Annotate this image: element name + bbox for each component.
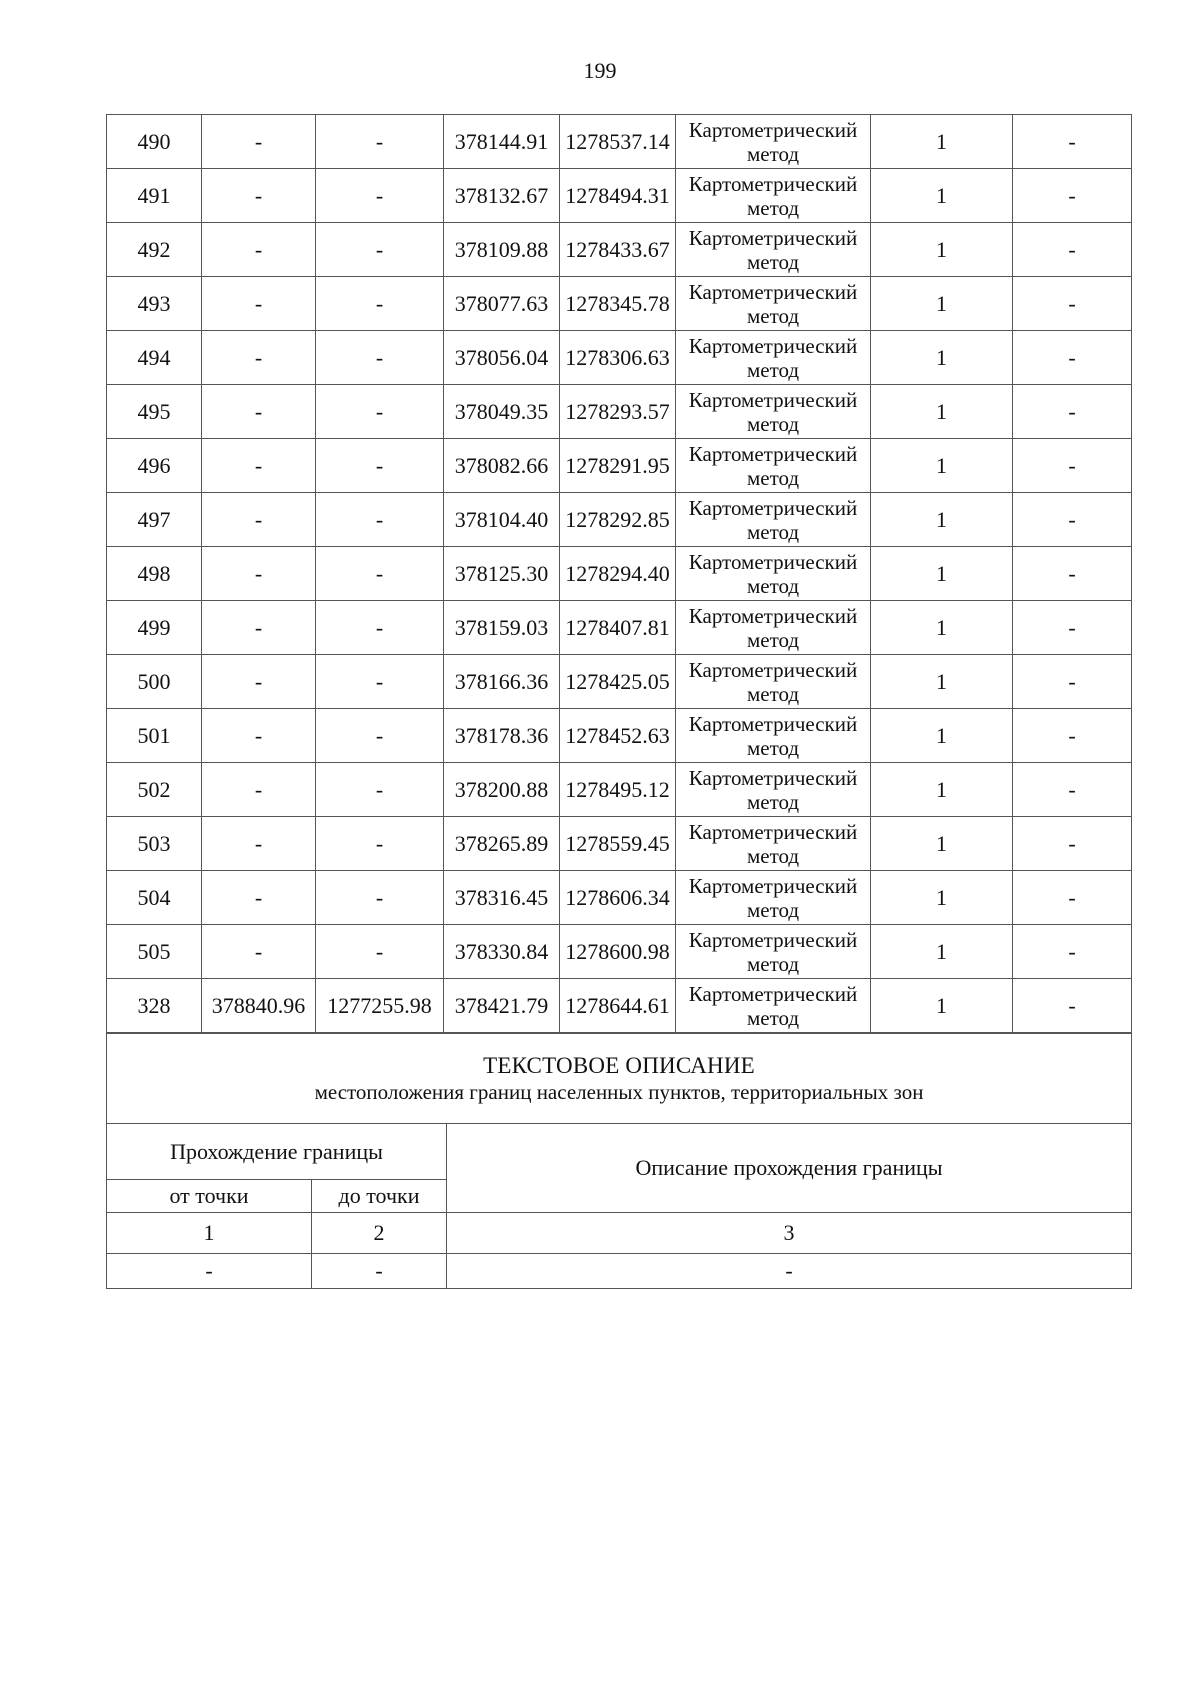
cell-note: - xyxy=(1013,871,1132,925)
cell-point: 492 xyxy=(107,223,202,277)
cell-y1: - xyxy=(316,169,444,223)
cell-note: - xyxy=(1013,709,1132,763)
cell-y1: - xyxy=(316,385,444,439)
cell-method: Картометрический метод xyxy=(676,601,871,655)
cell-y2: 1278294.40 xyxy=(560,547,676,601)
boundary-description-table xyxy=(106,1033,1132,1289)
cell-method: Картометрический метод xyxy=(676,493,871,547)
cell-accuracy: 1 xyxy=(871,169,1013,223)
table-row xyxy=(107,979,1132,1033)
table-row xyxy=(107,493,1132,547)
cell-x1: - xyxy=(202,709,316,763)
cell-y1: - xyxy=(316,331,444,385)
cell-y2: 1278600.98 xyxy=(560,925,676,979)
cell-point: 499 xyxy=(107,601,202,655)
cell-y1: - xyxy=(316,601,444,655)
cell-x1: 378840.96 xyxy=(202,979,316,1033)
cell-y1: - xyxy=(316,763,444,817)
cell-point: 503 xyxy=(107,817,202,871)
description-data-row xyxy=(107,1254,1132,1289)
cell-point: 504 xyxy=(107,871,202,925)
table-row xyxy=(107,601,1132,655)
cell-method: Картометрический метод xyxy=(676,277,871,331)
column-number-2: 2 xyxy=(312,1213,447,1254)
cell-x2: 378056.04 xyxy=(444,331,560,385)
cell-point: 493 xyxy=(107,277,202,331)
table-row xyxy=(107,277,1132,331)
cell-method: Картометрический метод xyxy=(676,169,871,223)
cell-x1: - xyxy=(202,169,316,223)
cell-y1: - xyxy=(316,925,444,979)
column-number-3: 3 xyxy=(447,1213,1132,1254)
cell-x1: - xyxy=(202,493,316,547)
cell-method: Картометрический метод xyxy=(676,871,871,925)
cell-x1: - xyxy=(202,277,316,331)
cell-note: - xyxy=(1013,601,1132,655)
header-passage: Прохождение границы xyxy=(107,1124,447,1180)
table-row xyxy=(107,385,1132,439)
table-row xyxy=(107,223,1132,277)
cell-method: Картометрический метод xyxy=(676,385,871,439)
cell-accuracy: 1 xyxy=(871,277,1013,331)
cell-x1: - xyxy=(202,655,316,709)
cell-point: 498 xyxy=(107,547,202,601)
cell-y2: 1278495.12 xyxy=(560,763,676,817)
cell-point: 500 xyxy=(107,655,202,709)
cell-y1: - xyxy=(316,871,444,925)
cell-method: Картометрический метод xyxy=(676,547,871,601)
cell-accuracy: 1 xyxy=(871,655,1013,709)
cell-point: 502 xyxy=(107,763,202,817)
cell-accuracy: 1 xyxy=(871,223,1013,277)
cell-accuracy: 1 xyxy=(871,115,1013,169)
cell-x2: 378166.36 xyxy=(444,655,560,709)
cell-x2: 378265.89 xyxy=(444,817,560,871)
cell-x2: 378178.36 xyxy=(444,709,560,763)
cell-x1: - xyxy=(202,601,316,655)
cell-y2: 1278407.81 xyxy=(560,601,676,655)
cell-note: - xyxy=(1013,169,1132,223)
cell-description: - xyxy=(447,1254,1132,1289)
cell-accuracy: 1 xyxy=(871,763,1013,817)
cell-y2: 1278345.78 xyxy=(560,277,676,331)
cell-method: Картометрический метод xyxy=(676,223,871,277)
cell-note: - xyxy=(1013,547,1132,601)
cell-x2: 378316.45 xyxy=(444,871,560,925)
cell-x2: 378109.88 xyxy=(444,223,560,277)
cell-y2: 1278293.57 xyxy=(560,385,676,439)
table-row xyxy=(107,709,1132,763)
cell-note: - xyxy=(1013,493,1132,547)
table-row xyxy=(107,871,1132,925)
cell-accuracy: 1 xyxy=(871,601,1013,655)
header-from-point: от точки xyxy=(107,1180,312,1213)
header-to-point: до точки xyxy=(312,1180,447,1213)
cell-accuracy: 1 xyxy=(871,871,1013,925)
table-row xyxy=(107,115,1132,169)
cell-x1: - xyxy=(202,763,316,817)
cell-note: - xyxy=(1013,223,1132,277)
cell-y2: 1278644.61 xyxy=(560,979,676,1033)
table-row xyxy=(107,817,1132,871)
table-row xyxy=(107,331,1132,385)
cell-x2: 378125.30 xyxy=(444,547,560,601)
cell-note: - xyxy=(1013,115,1132,169)
cell-note: - xyxy=(1013,385,1132,439)
cell-x2: 378082.66 xyxy=(444,439,560,493)
cell-method: Картометрический метод xyxy=(676,331,871,385)
cell-point: 497 xyxy=(107,493,202,547)
cell-y2: 1278452.63 xyxy=(560,709,676,763)
cell-point: 495 xyxy=(107,385,202,439)
table-row xyxy=(107,925,1132,979)
cell-x2: 378144.91 xyxy=(444,115,560,169)
cell-y1: - xyxy=(316,223,444,277)
cell-x1: - xyxy=(202,439,316,493)
cell-accuracy: 1 xyxy=(871,817,1013,871)
cell-note: - xyxy=(1013,439,1132,493)
cell-accuracy: 1 xyxy=(871,439,1013,493)
table-row xyxy=(107,439,1132,493)
cell-x1: - xyxy=(202,547,316,601)
cell-y1: - xyxy=(316,493,444,547)
cell-x1: - xyxy=(202,223,316,277)
cell-x1: - xyxy=(202,331,316,385)
cell-accuracy: 1 xyxy=(871,709,1013,763)
cell-x2: 378200.88 xyxy=(444,763,560,817)
cell-y1: - xyxy=(316,817,444,871)
cell-point: 494 xyxy=(107,331,202,385)
cell-accuracy: 1 xyxy=(871,547,1013,601)
cell-x1: - xyxy=(202,115,316,169)
description-subtitle: местоположения границ населенных пунктов, территориальных зон xyxy=(314,1079,924,1104)
cell-accuracy: 1 xyxy=(871,331,1013,385)
cell-method: Картометрический метод xyxy=(676,655,871,709)
cell-method: Картометрический метод xyxy=(676,439,871,493)
cell-y2: 1278494.31 xyxy=(560,169,676,223)
cell-y1: - xyxy=(316,115,444,169)
cell-y2: 1278537.14 xyxy=(560,115,676,169)
cell-y2: 1278433.67 xyxy=(560,223,676,277)
cell-to: - xyxy=(312,1254,447,1289)
cell-x2: 378421.79 xyxy=(444,979,560,1033)
cell-note: - xyxy=(1013,655,1132,709)
cell-point: 328 xyxy=(107,979,202,1033)
table-row xyxy=(107,763,1132,817)
cell-x2: 378159.03 xyxy=(444,601,560,655)
cell-note: - xyxy=(1013,331,1132,385)
cell-accuracy: 1 xyxy=(871,979,1013,1033)
cell-x2: 378330.84 xyxy=(444,925,560,979)
cell-y2: 1278425.05 xyxy=(560,655,676,709)
cell-note: - xyxy=(1013,763,1132,817)
cell-y1: - xyxy=(316,655,444,709)
cell-y2: 1278291.95 xyxy=(560,439,676,493)
cell-y2: 1278292.85 xyxy=(560,493,676,547)
cell-accuracy: 1 xyxy=(871,385,1013,439)
description-title: ТЕКСТОВОЕ ОПИСАНИЕ xyxy=(483,1052,755,1078)
cell-x1: - xyxy=(202,385,316,439)
cell-x2: 378077.63 xyxy=(444,277,560,331)
table-row xyxy=(107,169,1132,223)
header-description: Описание прохождения границы xyxy=(447,1124,1132,1213)
column-number-row xyxy=(107,1213,1132,1254)
cell-point: 491 xyxy=(107,169,202,223)
cell-y1: 1277255.98 xyxy=(316,979,444,1033)
cell-x2: 378132.67 xyxy=(444,169,560,223)
cell-point: 496 xyxy=(107,439,202,493)
cell-y1: - xyxy=(316,547,444,601)
cell-point: 490 xyxy=(107,115,202,169)
table-row xyxy=(107,547,1132,601)
cell-y2: 1278606.34 xyxy=(560,871,676,925)
cell-note: - xyxy=(1013,817,1132,871)
cell-accuracy: 1 xyxy=(871,925,1013,979)
table-row xyxy=(107,655,1132,709)
cell-point: 505 xyxy=(107,925,202,979)
cell-method: Картометрический метод xyxy=(676,763,871,817)
cell-y1: - xyxy=(316,439,444,493)
cell-x2: 378104.40 xyxy=(444,493,560,547)
cell-method: Картометрический метод xyxy=(676,979,871,1033)
cell-point: 501 xyxy=(107,709,202,763)
cell-x1: - xyxy=(202,925,316,979)
cell-accuracy: 1 xyxy=(871,493,1013,547)
cell-note: - xyxy=(1013,979,1132,1033)
description-title-cell xyxy=(107,1034,1132,1124)
coordinates-table xyxy=(106,114,1132,1033)
cell-method: Картометрический метод xyxy=(676,925,871,979)
cell-from: - xyxy=(107,1254,312,1289)
cell-y2: 1278306.63 xyxy=(560,331,676,385)
cell-method: Картометрический метод xyxy=(676,709,871,763)
cell-y1: - xyxy=(316,709,444,763)
page-number: 199 xyxy=(583,58,617,83)
cell-y2: 1278559.45 xyxy=(560,817,676,871)
header-row-1 xyxy=(107,1124,1132,1180)
cell-y1: - xyxy=(316,277,444,331)
cell-x1: - xyxy=(202,871,316,925)
column-number-1: 1 xyxy=(107,1213,312,1254)
cell-method: Картометрический метод xyxy=(676,115,871,169)
cell-note: - xyxy=(1013,925,1132,979)
cell-x1: - xyxy=(202,817,316,871)
cell-method: Картометрический метод xyxy=(676,817,871,871)
cell-x2: 378049.35 xyxy=(444,385,560,439)
cell-note: - xyxy=(1013,277,1132,331)
coordinates-table-body xyxy=(107,115,1132,1033)
description-title-row xyxy=(107,1034,1132,1124)
